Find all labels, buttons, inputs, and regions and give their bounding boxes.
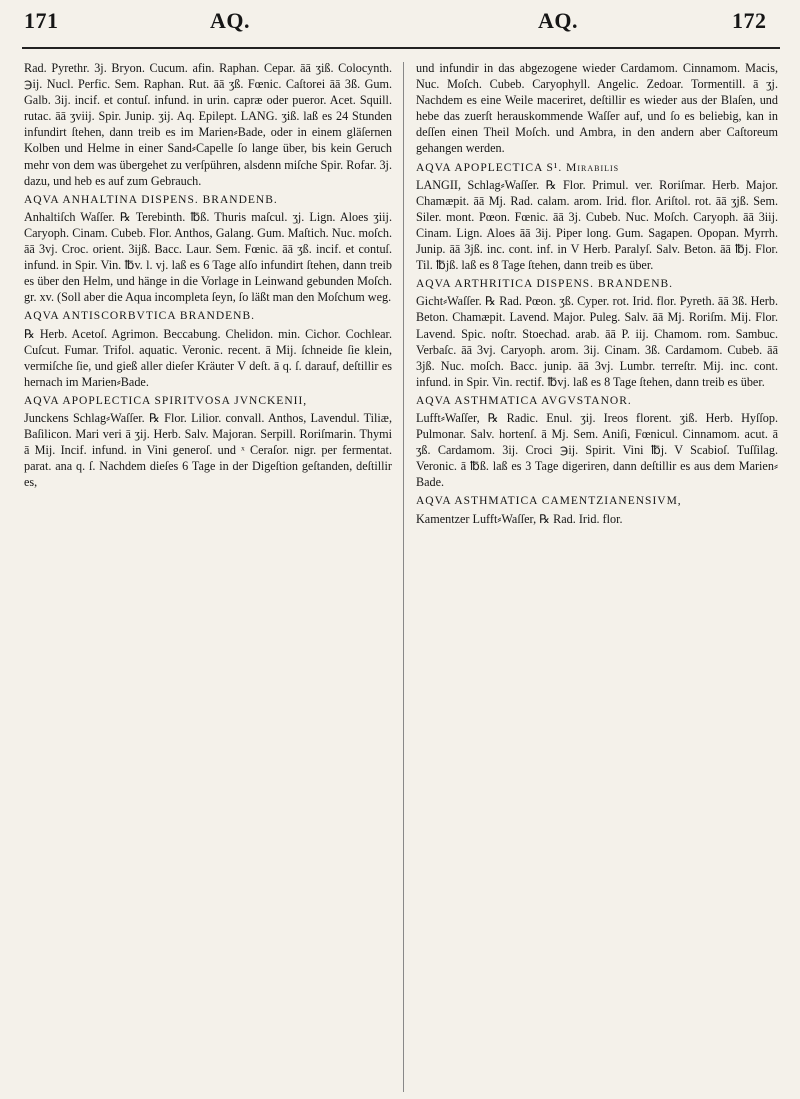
paragraph: Kamentzer Lufft⸗Waſſer, ℞ Rad. Irid. flor. [416, 511, 623, 526]
right-column [416, 60, 778, 529]
paragraph: Anhaltiſch Waſſer. ℞ Terebinth. ℔ß. Thuris maſcul. ʒj. Lign. Aloes ʒiij. Caryoph. Cinam. Cubeb. Flor. Anthos, Galang. Gum. Maſtich. Nuc. moſch. āā 3vj. Croc. orient. 3ijß. Bacc. Laur. Sem. Fœnic. āā ʒß. incif. et contuſ. infund. in Spir. Vin. ℔v. l. vj. laß es 6 Tage alſo infundirt ſtehen, dann treib es über den Helm, und hänge in die Vorlage in Leinwand gebunden Moſch. gr. xv. (Soll aber die Aqua incompleta ſeyn, ſo läßt man den Moſchum weg. [24, 209, 392, 305]
left-running-head: AQ. [210, 8, 250, 33]
left-column [24, 60, 392, 492]
section-heading: AQVA ANHALTINA DISPENS. BRANDENB. [24, 193, 278, 206]
paragraph: Rad. Pyrethr. 3j. Bryon. Cucum. afin. Raphan. Cepar. āā ʒiß. Colocynth. ℈ij. Nucl. Perfic. Sem. Raphan. Rut. āā ʒß. Fœnic. Caſtorei āā 3ß. Gum. Galb. 3ij. incif. et contuſ. infund. in urin. capræ oder pueror. Acet. Squill. rutac. āā ʒviij. Spir. Junip. ʒij. Aq. Epilept. LANG. ʒiß. laß es 24 Stunden infundirt ſtehen, dann treib es im Marien⸗Bade, oder in einem gläſernen Kolben und Helme in einer Sand⸗Capelle ſo lange über, bis kein Geruch mehr von dem was übergehet zu verſpühren, alsdenn miſche Spir. Rofar. 3j. dazu, und heb es auf zum Gebrauch. [24, 61, 392, 188]
section-heading: AQVA APOPLECTICA S¹. Mirabilis [416, 161, 620, 174]
paragraph: Lufft⸗Waſſer, ℞ Radic. Enul. ʒij. Ireos florent. ʒiß. Herb. Hyſſop. Pulmonar. Salv. hortenſ. ā Mj. Sem. Aniſi, Fœnicul. Cinnamom. acut. ā ʒß. Cardamom. 3ij. Croci ℈ij. Spirit. Vini ℔j. V Scabioſ. Tuſſilag. Veronic. ā ℔ß. laß es 3 Tage digeriren, dann deſtillir es aus dem Marien⸗Bade. [416, 410, 778, 490]
column-divider [403, 62, 404, 1092]
left-page-number: 171 [24, 8, 59, 33]
section-heading: AQVA ASTHMATICA AVGVSTANOR. [416, 394, 632, 407]
paragraph: Junckens Schlag⸗Waſſer. ℞ Flor. Lilior. convall. Anthos, Lavendul. Tiliæ, Baſilicon. Mari veri ā ʒij. Herb. Salv. Majoran. Serpill. Roriſmarin. Thymi ā Mij. Incif. infund. in Vini generoſ. und ˣ Ceraſor. nigr. per fermentat. parat. ana q. ſ. Nachdem dieſes 6 Tage in der Digeſtion geſtanden, deſtillir es, [24, 410, 392, 490]
right-page-number: 172 [732, 8, 767, 33]
section-heading: AQVA ANTISCORBVTICA BRANDENB. [24, 310, 256, 323]
page-header [0, 0, 800, 58]
right-running-head: AQ. [538, 8, 578, 33]
section-heading: AQVA ASTHMATICA CAMENTZIANENSIVM, [416, 495, 682, 508]
header-rule [22, 47, 780, 49]
paragraph: LANGII, Schlag⸗Waſſer. ℞ Flor. Primul. ver. Roriſmar. Herb. Major. Chamæpit. āā Mj. Rad. calam. arom. Irid. flor. Ariſtol. rot. āā ʒjß. Sem. Siler. mont. Pœon. Fœnic. āā 3j. Cubeb. Nuc. Moſch. Caryoph. āā 3iij. Cinam. Lign. Aloes āā 3ij. Piper long. Gum. Sagapen. Opopan. Myrrh. Junip. āā 3jß. inc. cont. inf. in V Herb. Paralyſ. Salv. Beton. āā ℔j. Flor. Til. ℔jß. laß es 8 Tage ſtehen, dann treib es über. [416, 177, 778, 273]
paragraph: und infundir in das abgezogene wieder Cardamom. Cinnamom. Macis, Nuc. Moſch. Cubeb. Caryophyll. Angelic. Zedoar. Tormentill. ā ʒj. Nachdem es eine Weile maceriret, deſtillir es wieder aus der Blaſen, und hebe das zuerſt herauskommende Waſſer auf, und ſo es beliebig, kan in deſſen einen Theil Moſch. und Ambra, in den andern aber Caſtoreum gehangen werden. [416, 61, 778, 156]
section-heading: AQVA APOPLECTICA SPIRITVOSA JVNCKENII, [24, 394, 308, 407]
paragraph: Gicht⸗Waſſer. ℞ Rad. Pœon. ʒß. Cyper. rot. Irid. flor. Pyreth. āā 3ß. Herb. Beton. Chamæpit. Lavend. Major. Puleg. Salv. āā Mj. Roriſm. Mij. Flor. Lavend. Spic. noſtr. Stoechad. arab. āā P. iij. Chamom. rom. Sambuc. Verbaſc. āā 3vj. Caryoph. arom. 3ij. Cinam. 3ß. Cardamom. Cubeb. āā 3jß. Nuc. moſch. Bacc. junip. āā 3vj. Lumbr. terreſtr. Mij. inc. cont. infund. in Spir. Vin. rectif. ℔vj. laß es 8 Tage ſtehen, dann treib es über. [416, 294, 778, 389]
section-heading: AQVA ARTHRITICA DISPENS. BRANDENB. [416, 278, 674, 291]
paragraph: ℞ Herb. Acetoſ. Agrimon. Beccabung. Chelidon. min. Cichor. Cochlear. Cuſcut. Fumar. Trifol. aquatic. Veronic. recent. ā Mij. ſchneide ſie klein, vermiſche ſie, und gieß aller dieſer Kräuter V deſt. ā q. ſ. darauf, deſtillir es hernach im Marien⸗Bade. [24, 326, 392, 389]
